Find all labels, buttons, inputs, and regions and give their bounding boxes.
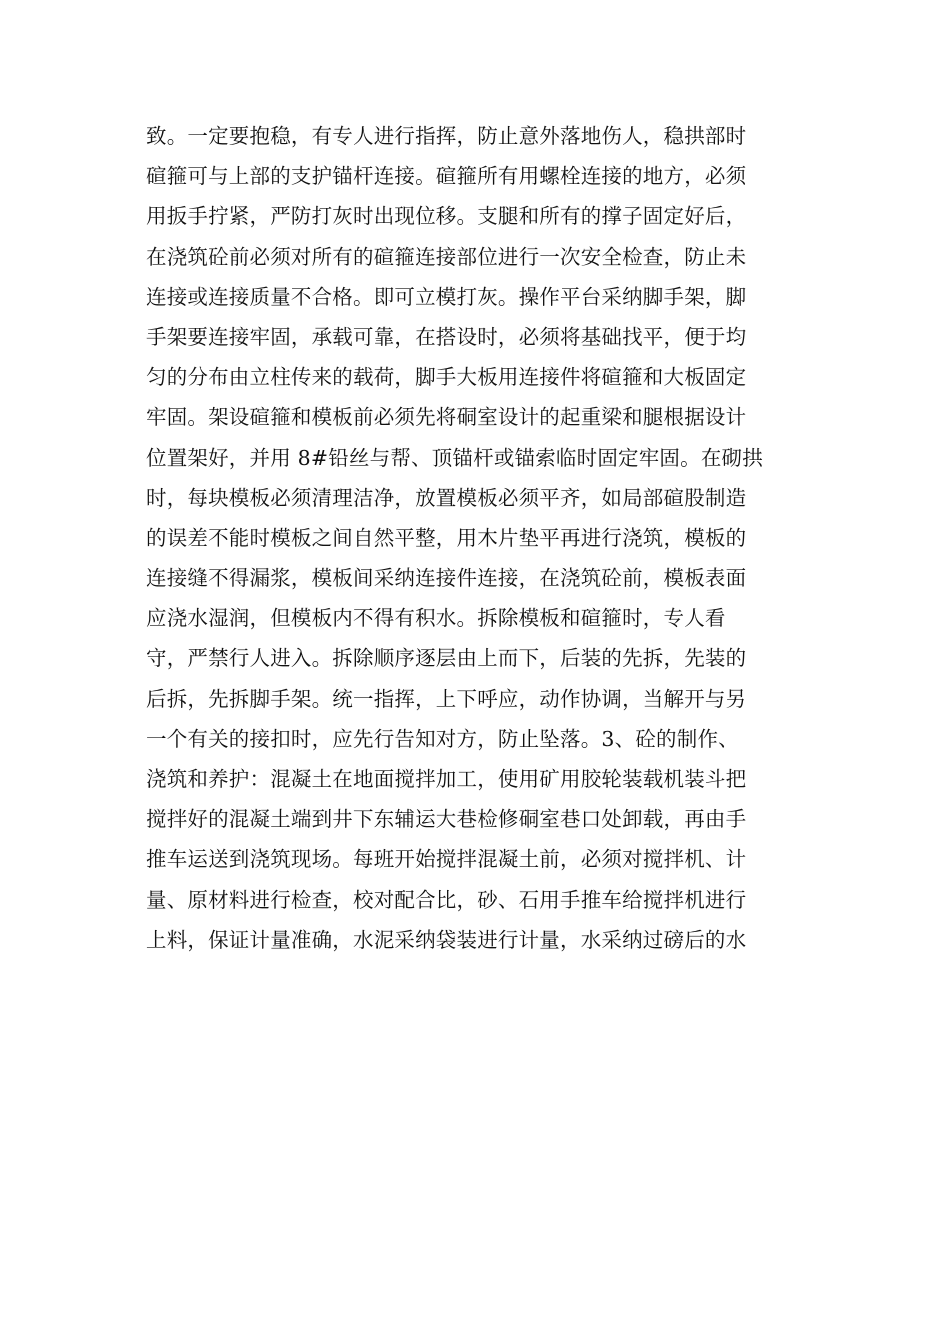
body-text — [146, 116, 816, 960]
text-line: 牢固。架设碹箍和模板前必须先将硐室设计的起重梁和腿根据设计 — [146, 405, 747, 430]
text-line: 碹箍可与上部的支护锚杆连接。碹箍所有用螺栓连接的地方，必须 — [146, 164, 747, 189]
text-line: 在浇筑砼前必须对所有的碹箍连接部位进行一次安全检查，防止未 — [146, 244, 747, 269]
text-line: 应浇水湿润，但模板内不得有积水。拆除模板和碹箍时，专人看 — [146, 606, 726, 631]
text-line: 守，严禁行人进入。拆除顺序逐层由上而下，后装的先拆，先装的 — [146, 646, 747, 671]
text-line: 的误差不能时模板之间自然平整，用木片垫平再进行浇筑，模板的 — [146, 525, 747, 550]
text-line: 量、原材料进行检查，校对配合比，砂、石用手推车给搅拌机进行 — [146, 887, 747, 912]
text-line: 搅拌好的混凝土端到井下东辅运大巷检修硐室巷口处卸载，再由手 — [146, 807, 747, 832]
text-line: 连接或连接质量不合格。即可立模打灰。操作平台采纳脚手架，脚 — [146, 284, 747, 309]
text-line: 一个有关的接扣时，应先行告知对方，防止坠落。3、砼的制作、 — [146, 726, 739, 751]
text-line: 用扳手拧紧，严防打灰时出现位移。支腿和所有的撑子固定好后， — [146, 204, 747, 229]
text-line: 匀的分布由立柱传来的载荷，脚手大板用连接件将碹箍和大板固定 — [146, 365, 747, 390]
text-line: 连接缝不得漏浆，模板间采纳连接件连接，在浇筑砼前，模板表面 — [146, 566, 747, 591]
text-line: 上料，保证计量准确，水泥采纳袋装进行计量，水采纳过磅后的水 — [146, 927, 747, 952]
text-line: 后拆，先拆脚手架。统一指挥，上下呼应，动作协调，当解开与另 — [146, 686, 747, 711]
text-line: 致。一定要抱稳，有专人进行指挥，防止意外落地伤人，稳拱部时 — [146, 124, 747, 148]
text-line: 浇筑和养护：混凝土在地面搅拌加工，使用矿用胶轮装载机装斗把 — [146, 767, 747, 791]
text-line: 位置架好，并用 8#铅丝与帮、顶锚杆或锚索临时固定牢固。在砌拱 — [146, 445, 763, 470]
text-line: 推车运送到浇筑现场。每班开始搅拌混凝土前，必须对搅拌机、计 — [146, 847, 747, 872]
text-line: 时，每块模板必须清理洁净，放置模板必须平齐，如局部碹股制造 — [146, 485, 747, 510]
text-line: 手架要连接牢固，承载可靠，在搭设时，必须将基础找平，便于均 — [146, 324, 747, 349]
